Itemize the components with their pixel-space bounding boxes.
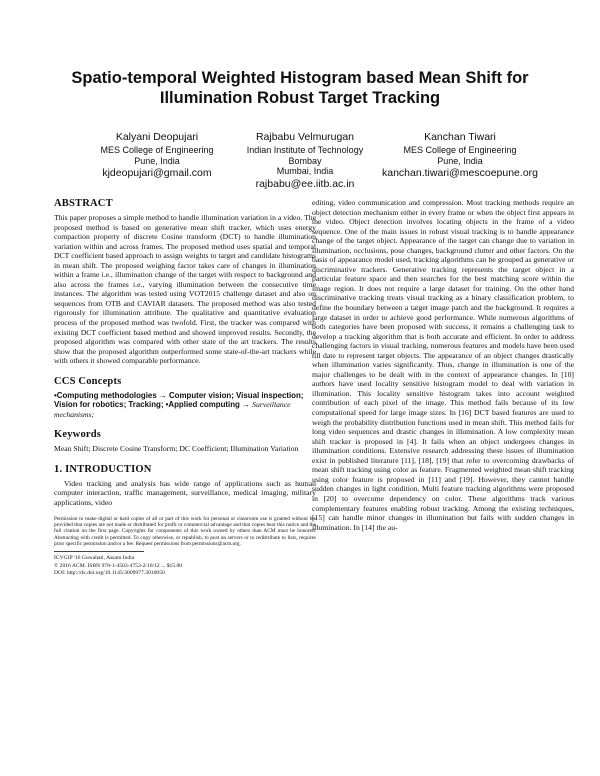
ccs-heading: CCS Concepts [54,375,122,387]
author-3 [370,131,550,180]
author-affiliation-city: Bombay [288,155,322,166]
introduction-text: Video tracking and analysis has wide range of applications such as human computer interaction, traffic management, surveillance, medical imaging, military applications, video [54,478,316,508]
author-email: kjdeopujari@gmail.com [102,167,212,179]
author-email: kanchan.tiwari@mescoepune.org [382,167,538,179]
footnote-divider [54,551,144,552]
author-name: Rajbabu Velmurugan [255,131,355,143]
author-location: Pune, India [134,155,180,166]
copyright-line: © 2016 ACM. ISBN 978-1-4503-4753-2/16/12 ... $15.00 [54,562,183,569]
ccs-concepts [54,391,316,420]
author-affiliation: Indian Institute of Technology [246,145,364,155]
title-line-2: Illumination Robust Target Tracking [159,89,441,107]
ccs-bold-concepts: •Computing methodologies → Computer vision; Visual inspection; Vision for robotics; Tracking; •Applied computing → [54,390,304,410]
keywords-text: Mean Shift; Discrete Cosine Transform; DC Coefficient; Illumination Variation [54,444,299,454]
author-location: Pune, India [437,155,483,166]
title-line-1: Spatio-temporal Weighted Histogram based Mean Shift for [71,69,529,87]
right-column [312,198,574,532]
permission-notice: Permission to make digital or hard copies of all or part of this work for personal or classroom use is granted without fee provided that copies are not made or distributed for profit or commercial advantage and that copies bear this notice and the full citation on the first page. Copyrights for components of this work owned by others than ACM must be honored. Abstracting with credit is permitted. To copy otherwise, or republish, to post on servers or to redistribute to lists, requires prior specific permission and/or a fee. Request permissions from permissions@acm.org. [54,515,316,547]
author-name: Kanchan Tiwari [424,131,496,143]
author-1 [74,131,240,180]
author-name: Kalyani Deopujari [115,131,199,143]
abstract-text: This paper proposes a simple method to handle illumination variation in a video. The proposed method is based on generative mean shift tracker, which uses energy compaction property of discrete Cosine transform (DCT) to handle illumination variation within and across frames. The proposed method uses spatial and temporal DCT coefficient based approach to assign weights to target and candidate histograms in mean shift. The proposed weighing factor takes care of changes in illumination within a frame i.e., illumination change of the target with respect to background and also across the frames i.e., varying illumination between the consecutive time instances. The algorithm was tested using VOT2015 challenge dataset and also on sequences from OTB and CAVIAR datasets. The proposed method was also tested rigorously for illumination attribute. The qualitative and quantitative evaluation process of the proposed method was twofold. First, the tracker was compared with existing DCT coefficient based method and showed improved results. Secondly, the proposed algorithm was compared with other state of the art trackers. The results show that the proposed algorithm outperformed some state-of-the-art trackers while with others it showed comparable performance. [54,213,316,366]
left-column [54,198,316,577]
author-affiliation: MES College of Engineering [403,145,517,155]
introduction-continued-text: editing, video communication and compression. Most tracking methods require an object detection mechanism either in every frame or when the object first appears in the video. Object detection involves locating objects in the frame of a video sequence. One of the main issues in robust visual tracking is to handle appearance change of the target object. Appearance of the target can change due to variation in illumination, occlusions, pose changes, background clutter and other factors. On the basis of appearance model used, tracking algorithms can be grouped as generative or discriminative trackers. Generative tracking represents the target object in a particular feature space and then searches for the best matching score within the image region. It does not require a large dataset for training. On the other hand discriminative tracking treats visual tracking as a binary classification problem, to define the boundary between a target image patch and the background. It requires a large dataset in order to achieve good performance. While numerous algorithms of both categories have been proposed with success, it remains a challenging task to develop a tracking algorithm that is both accurate and efficient. In order to address challenging factors in visual tracking, numerous features and models have been used till date to represent target objects. The appearance of an object changes drastically when illumination varies significantly. Thus, change in illumination is one of the major challenges to be dealt with in the context of appearance changes. In [10] authors have used locality sensitive histogram model to deal with variation in illumination. This locality sensitive histogram takes into account weighted contribution of each pixel of the image. This method fails because of its low computational speed for large image sizes. In [16] DCT based features are used to weigh the probability distribution functions used in mean shift. This method fails for long video sequences and drastic changes in illumination. A low complexity mean shift tracker is proposed in [4]. It fails when an object undergoes changes in illumination conditions. Extensive research addressing these issues of illumination exist in published literature [11], [18], [19] that refer to overcoming drawbacks of mean shift tracking using color as feature. Fragmented weighted mean shift tracking using color feature is proposed in [11] and [19]. However, they cannot handle sudden changes in light condition. Multi feature tracking algorithms were proposed in [20] to overcome dependency on color. These algorithms track various complementary features enabling robust tracking. Among the existing techniques, [15] can handle minor changes in illumination but fails with sudden changes in illumination. In [14] the au- [312,198,574,532]
paper-title [40,68,560,108]
abstract-heading: ABSTRACT [54,198,113,209]
author-affiliation: MES College of Engineering [100,145,214,155]
permission-block [54,516,316,578]
conference-line: ICVGIP '16 Guwahati, Assam India [54,555,135,562]
author-email: rajbabu@ee.iitb.ac.in [255,177,355,190]
doi-line: DOI: http://dx.doi.org/10.1145/3009977.3010050 [54,569,165,576]
author-location: Mumbai, India [276,166,334,176]
introduction-heading: 1. INTRODUCTION [54,463,152,475]
ccs-italic-concepts: Surveillance mechanisms; [54,400,291,419]
keywords-heading: Keywords [54,429,102,441]
author-2 [222,131,388,191]
